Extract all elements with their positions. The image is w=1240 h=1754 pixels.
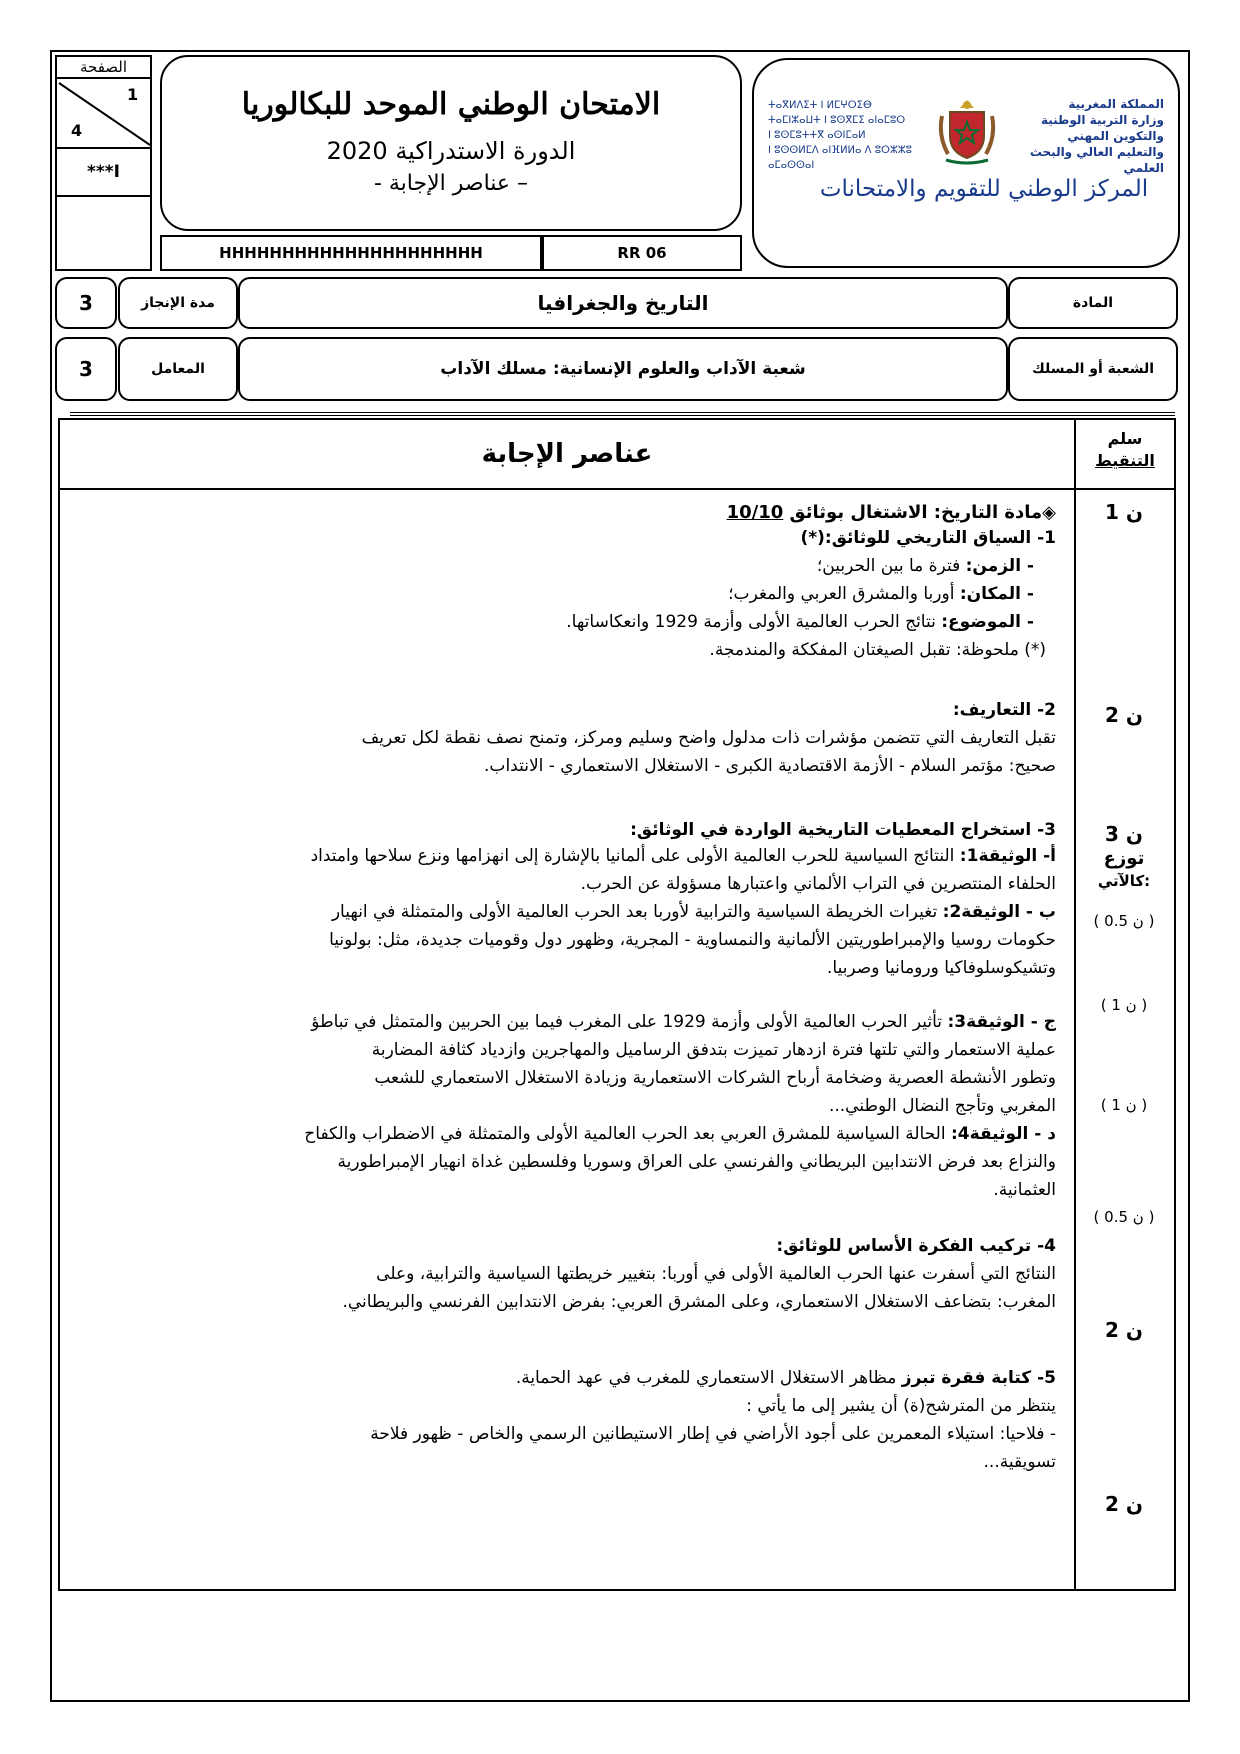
synthesis-text-1: النتائج التي أسفرت عنها الحرب العالمية الأولى في أوربا: بتغيير خريطتها السياسية والترابية، وعلى xyxy=(376,1264,1056,1284)
tifinagh-text: ⵜⴰⴳⵍⴷⵉⵜ ⵏ ⵍⵎⵖⵔⵉⴱ ⵜⴰⵎⵏⵣⴰⵡⵜ ⵏ ⵓⵙⴳⵎⵉ ⴰⵏⴰⵎⵓⵔ ⵏ ⵓⵙⵎⵓⵜⵜⴳ ⴰⵙⵏⵎⴰⵍ ⵏ ⵓⵙⵙⵍⵎⴷ ⴰⵏⴼⵍⵍⴰ ⴷ ⵓⵔⵣⵣⵓ ⴰⵎⴰⵙⵙⴰⵏ xyxy=(768,100,912,171)
branch-name: شعبة الآداب والعلوم الإنسانية: مسلك الآداب xyxy=(238,337,1008,401)
doc2-line-1: ب - الوثيقة2: تغيرات الخريطة السياسية والترابية لأوربا بعد الحرب العالمية الأولى والمتمثلة في انهيار xyxy=(331,902,1056,922)
branch-label: الشعبة أو المسلك xyxy=(1008,337,1178,401)
doc4-line-2: والنزاع بعد فرض الانتدابين البريطاني والفرنسي على العراق وسوريا وفلسطين غداة انهيار الإمبراطورية xyxy=(337,1152,1056,1172)
doc4-line-3: العثمانية. xyxy=(993,1180,1056,1200)
exam-code-left: HHHHHHHHHHHHHHHHHHHHH xyxy=(160,235,542,271)
doc3-line-2: عملية الاستعمار والتي تلتها فترة ازدهار تميزت بتدفق الرساميل والمهاجرين وازدياد كثافة المضاربة xyxy=(371,1040,1056,1060)
score-doc4: ( 0.5 ن ) xyxy=(1093,1208,1155,1226)
page-label: الصفحة xyxy=(57,57,150,79)
exam-code-right: RR 06 xyxy=(542,235,742,271)
history-section-title: ◈مادة التاريخ: الاشتغال بوثائق 10/10 xyxy=(726,502,1056,523)
agriculture-line-2: تسويقية... xyxy=(983,1452,1056,1472)
score-paragraph: 2 ن xyxy=(1105,1492,1143,1516)
ministry-arabic-text: المملكة المغربية وزارة التربية الوطنية والتكوين المهني والتعليم العالي والبحث العلمي xyxy=(1029,97,1164,175)
doc3-line-1: ج - الوثيقة3: تأثير الحرب العالمية الأولى وأزمة 1929 على المغرب فيما بين الحربين والمتمثل في تباطؤ xyxy=(311,1012,1056,1032)
place-line: - المكان: أوربا والمشرق العربي والمغرب؛ xyxy=(728,584,1034,604)
doc1-line-2: الحلفاء المنتصرين في التراب الألماني واعتبارها مسؤولة عن الحرب. xyxy=(580,874,1056,894)
score-synthesis: 2 ن xyxy=(1105,1318,1143,1342)
score-as-follows: كالآتي: xyxy=(1097,872,1151,890)
context-heading: 1- السياق التاريخي للوثائق:(*) xyxy=(800,528,1056,548)
answer-content xyxy=(66,0,1056,1600)
agriculture-line-1: - فلاحيا: استيلاء المعمرين على أجود الأراضي في إطار الاستيطانين الرسمي والخاص - ظهور فلاحة xyxy=(370,1424,1056,1444)
definitions-text-1: تقبل التعاريف التي تتضمن مؤشرات ذات مدلول واضح وسليم ومركز، وتمنح نصف نقطة لكل تعريف xyxy=(361,728,1056,748)
score-doc3: ( 1 ن ) xyxy=(1100,1096,1148,1114)
doc4-line-1: د - الوثيقة4: الحالة السياسية للمشرق العربي بعد الحرب العالمية الأولى والمتمثلة في الاضطراب والكفاح xyxy=(304,1124,1056,1144)
doc2-line-2: حكومات روسيا والإمبراطوريتين الألمانية والنمساوية - المجرية، وظهور دول وقوميات جديدة، مثل: بولونيا xyxy=(329,930,1056,950)
subject-label: المادة xyxy=(1008,277,1178,329)
synthesis-heading: 4- تركيب الفكرة الأساس للوثائق: xyxy=(776,1236,1056,1256)
doc3-line-3: وتطور الأنشطة العصرية وضخامة أرباح الشركات الاستعمارية وزيادة الاستغلال الاستعماري للشعب xyxy=(374,1068,1056,1088)
coefficient-label: المعامل xyxy=(118,337,238,401)
exam-title: الامتحان الوطني الموحد للبكالوريا xyxy=(241,87,661,122)
score-definitions: 2 ن xyxy=(1105,703,1143,727)
exam-session: الدورة الاستدراكية 2020 xyxy=(326,137,576,165)
time-line: - الزمن: فترة ما بين الحربين؛ xyxy=(816,556,1034,576)
score-extraction: 3 ن xyxy=(1105,822,1143,846)
score-column xyxy=(1074,0,1174,1600)
score-scale-header: سلم التنقيط xyxy=(1095,429,1155,470)
coefficient-value: 3 xyxy=(55,337,117,401)
answer-elements-header: عناصر الإجابة xyxy=(481,439,653,469)
synthesis-text-2: المغرب: بتضاعف الاستغلال الاستعماري، وعلى المشرق العربي: بفرض الانتدابين الفرنسي والبريطاني. xyxy=(342,1292,1056,1312)
exam-subtitle: - عناصر الإجابة – xyxy=(373,171,529,196)
score-distribution: توزع xyxy=(1103,848,1145,869)
paragraph-expectation: ينتظر من المترشح(ة) أن يشير إلى ما يأتي : xyxy=(746,1396,1056,1416)
doc3-line-4: المغربي وتأجج النضال الوطني... xyxy=(828,1096,1056,1116)
definitions-heading: 2- التعاريف: xyxy=(952,700,1056,720)
page-number: 1 xyxy=(127,85,139,104)
paragraph-heading: 5- كتابة فقرة تبرز مظاهر الاستغلال الاستعماري للمغرب في عهد الحماية. xyxy=(515,1368,1056,1388)
score-doc1: ( 0.5 ن ) xyxy=(1093,912,1155,930)
page-code: ***I xyxy=(57,147,150,197)
score-context: 1 ن xyxy=(1105,500,1143,524)
topic-line: - الموضوع: نتائج الحرب العالمية الأولى وأزمة 1929 وانعكاساتها. xyxy=(566,612,1034,632)
page-total: 4 xyxy=(71,121,83,140)
duration-value: 3 xyxy=(55,277,117,329)
subject-name: التاريخ والجغرافيا xyxy=(238,277,1008,329)
definitions-text-2: صحيح: مؤتمر السلام - الأزمة الاقتصادية الكبرى - الاستغلال الاستعماري - الانتداب. xyxy=(484,756,1056,776)
national-center-name: المركز الوطني للتقويم والامتحانات xyxy=(819,176,1149,202)
note-line: (*) ملحوظة: تقبل الصيغتان المفككة والمندمجة. xyxy=(709,640,1046,660)
doc2-line-3: وتشيكوسلوفاكيا ورومانيا وصربيا. xyxy=(826,958,1056,978)
duration-label: مدة الإنجاز xyxy=(118,277,238,329)
doc1-line-1: أ- الوثيقة1: النتائج السياسية للحرب العالمية الأولى على ألمانيا بالإشارة إلى انهزامها ونزع سلاحها وامتداد xyxy=(310,846,1056,866)
score-doc2: ( 1 ن ) xyxy=(1100,996,1148,1014)
extraction-heading: 3- استخراج المعطيات التاريخية الواردة في الوثائق: xyxy=(630,820,1056,840)
